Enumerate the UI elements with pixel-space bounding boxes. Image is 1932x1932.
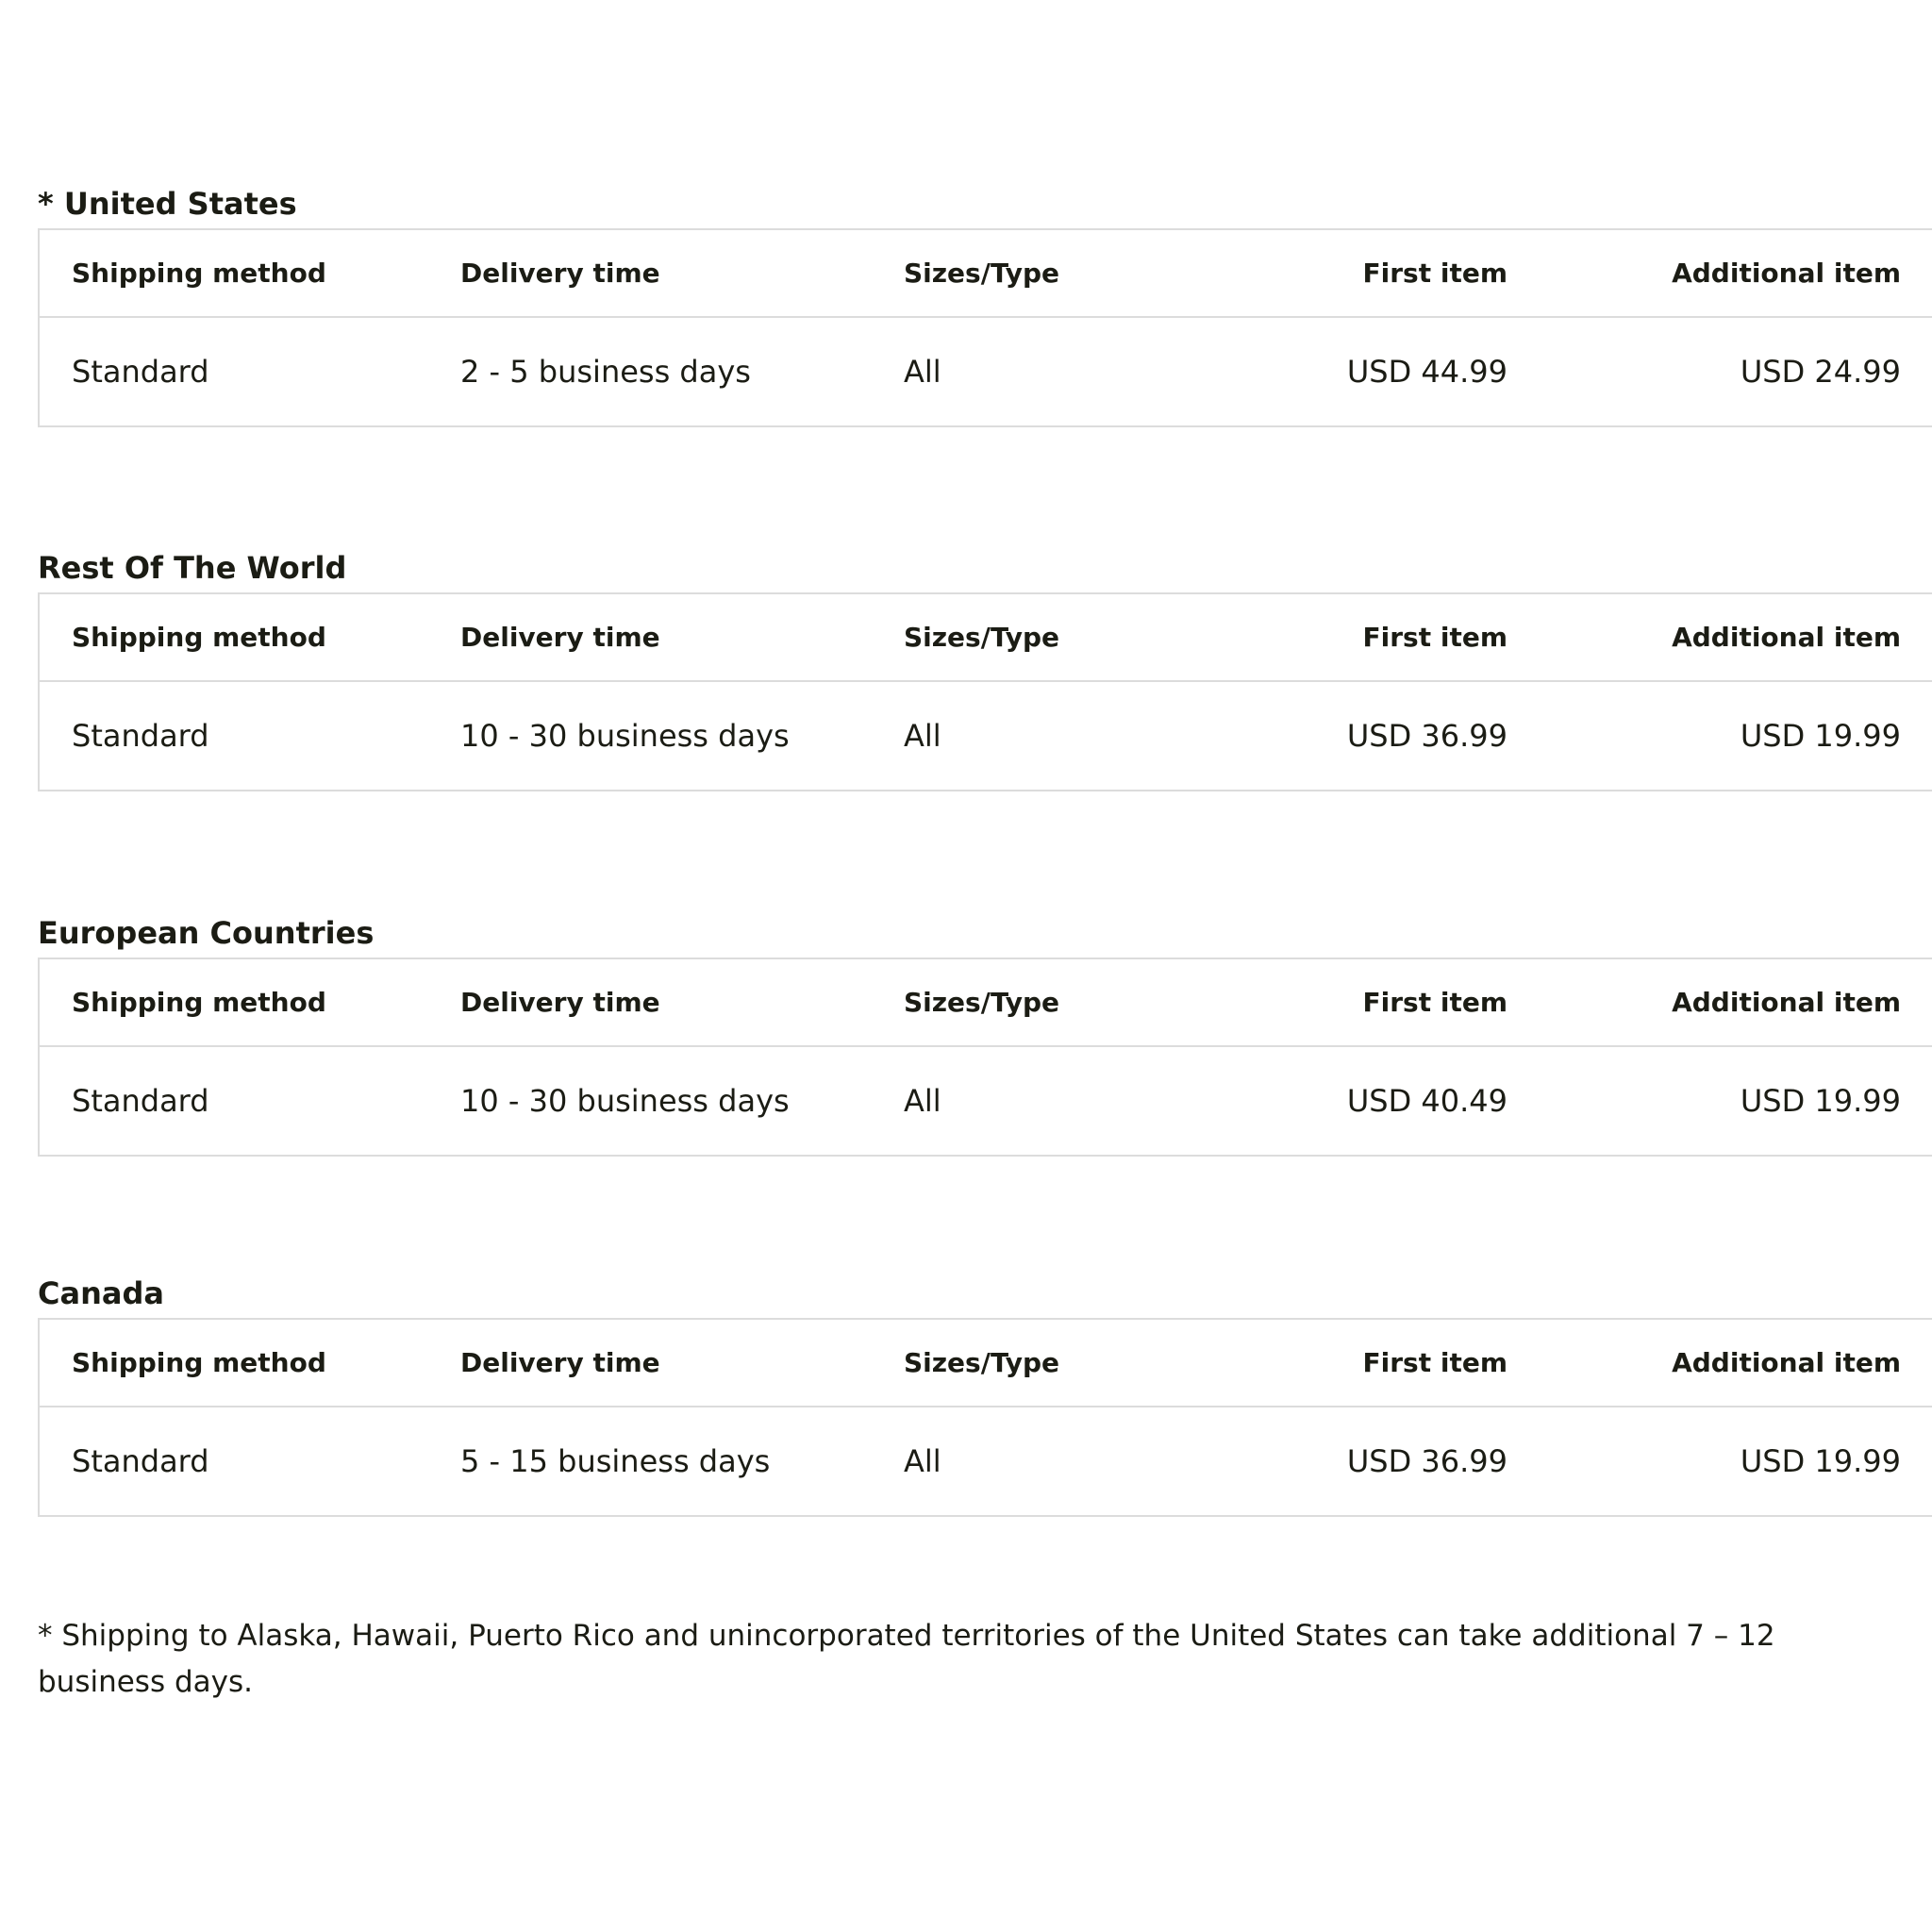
- cell-delivery-time: 10 - 30 business days: [460, 1083, 790, 1119]
- table-row: [39, 681, 1932, 791]
- shipping-rates-table: [38, 228, 1932, 427]
- cell-additional-item-price: USD 19.99: [1740, 718, 1901, 754]
- shipping-rates-table: [38, 592, 1932, 791]
- column-header-sizes-type: Sizes/Type: [904, 593, 1224, 681]
- column-header-shipping-method: Shipping method: [39, 593, 460, 681]
- cell-first-item-price: USD 36.99: [1346, 718, 1507, 754]
- shipping-section-united-states: [38, 185, 1903, 427]
- table-header-row: [39, 229, 1932, 317]
- cell-sizes-type: All: [904, 354, 941, 390]
- table-header-row: [39, 958, 1932, 1046]
- cell-shipping-method: Standard: [72, 718, 209, 754]
- table-row: [39, 317, 1932, 426]
- column-header-first-item: First item: [1224, 229, 1507, 317]
- column-header-additional-item: Additional item: [1507, 958, 1932, 1046]
- cell-sizes-type: All: [904, 1083, 941, 1119]
- column-header-first-item: First item: [1224, 958, 1507, 1046]
- shipping-section-canada: [38, 1274, 1903, 1517]
- column-header-delivery-time: Delivery time: [460, 593, 904, 681]
- column-header-additional-item: Additional item: [1507, 593, 1932, 681]
- table-header-row: [39, 1319, 1932, 1407]
- table-header-row: [39, 593, 1932, 681]
- column-header-additional-item: Additional item: [1507, 1319, 1932, 1407]
- column-header-shipping-method: Shipping method: [39, 1319, 460, 1407]
- table-row: [39, 1046, 1932, 1156]
- shipping-section-european-countries: [38, 914, 1903, 1157]
- region-title: European Countries: [38, 915, 375, 951]
- table-row: [39, 1407, 1932, 1516]
- shipping-section-rest-of-world: [38, 549, 1903, 791]
- cell-shipping-method: Standard: [72, 1083, 209, 1119]
- column-header-delivery-time: Delivery time: [460, 1319, 904, 1407]
- cell-shipping-method: Standard: [72, 354, 209, 390]
- column-header-sizes-type: Sizes/Type: [904, 229, 1224, 317]
- cell-delivery-time: 2 - 5 business days: [460, 354, 751, 390]
- column-header-sizes-type: Sizes/Type: [904, 958, 1224, 1046]
- cell-shipping-method: Standard: [72, 1443, 209, 1479]
- cell-first-item-price: USD 36.99: [1346, 1443, 1507, 1479]
- cell-delivery-time: 10 - 30 business days: [460, 718, 790, 754]
- cell-additional-item-price: USD 19.99: [1740, 1443, 1901, 1479]
- cell-sizes-type: All: [904, 1443, 941, 1479]
- column-header-delivery-time: Delivery time: [460, 958, 904, 1046]
- cell-additional-item-price: USD 24.99: [1740, 354, 1901, 390]
- shipping-footnote: * Shipping to Alaska, Hawaii, Puerto Rico and unincorporated territories of the United States can take additional 7 – 12 business days.: [38, 1619, 1775, 1699]
- cell-first-item-price: USD 40.49: [1346, 1083, 1507, 1119]
- shipping-rates-table: [38, 958, 1932, 1157]
- cell-first-item-price: USD 44.99: [1346, 354, 1507, 390]
- column-header-shipping-method: Shipping method: [39, 229, 460, 317]
- shipping-rates-table: [38, 1318, 1932, 1517]
- column-header-additional-item: Additional item: [1507, 229, 1932, 317]
- column-header-sizes-type: Sizes/Type: [904, 1319, 1224, 1407]
- region-title: Canada: [38, 1275, 164, 1311]
- column-header-shipping-method: Shipping method: [39, 958, 460, 1046]
- column-header-first-item: First item: [1224, 593, 1507, 681]
- column-header-delivery-time: Delivery time: [460, 229, 904, 317]
- region-title: * United States: [38, 186, 297, 222]
- cell-delivery-time: 5 - 15 business days: [460, 1443, 771, 1479]
- column-header-first-item: First item: [1224, 1319, 1507, 1407]
- region-title: Rest Of The World: [38, 550, 347, 586]
- cell-additional-item-price: USD 19.99: [1740, 1083, 1901, 1119]
- cell-sizes-type: All: [904, 718, 941, 754]
